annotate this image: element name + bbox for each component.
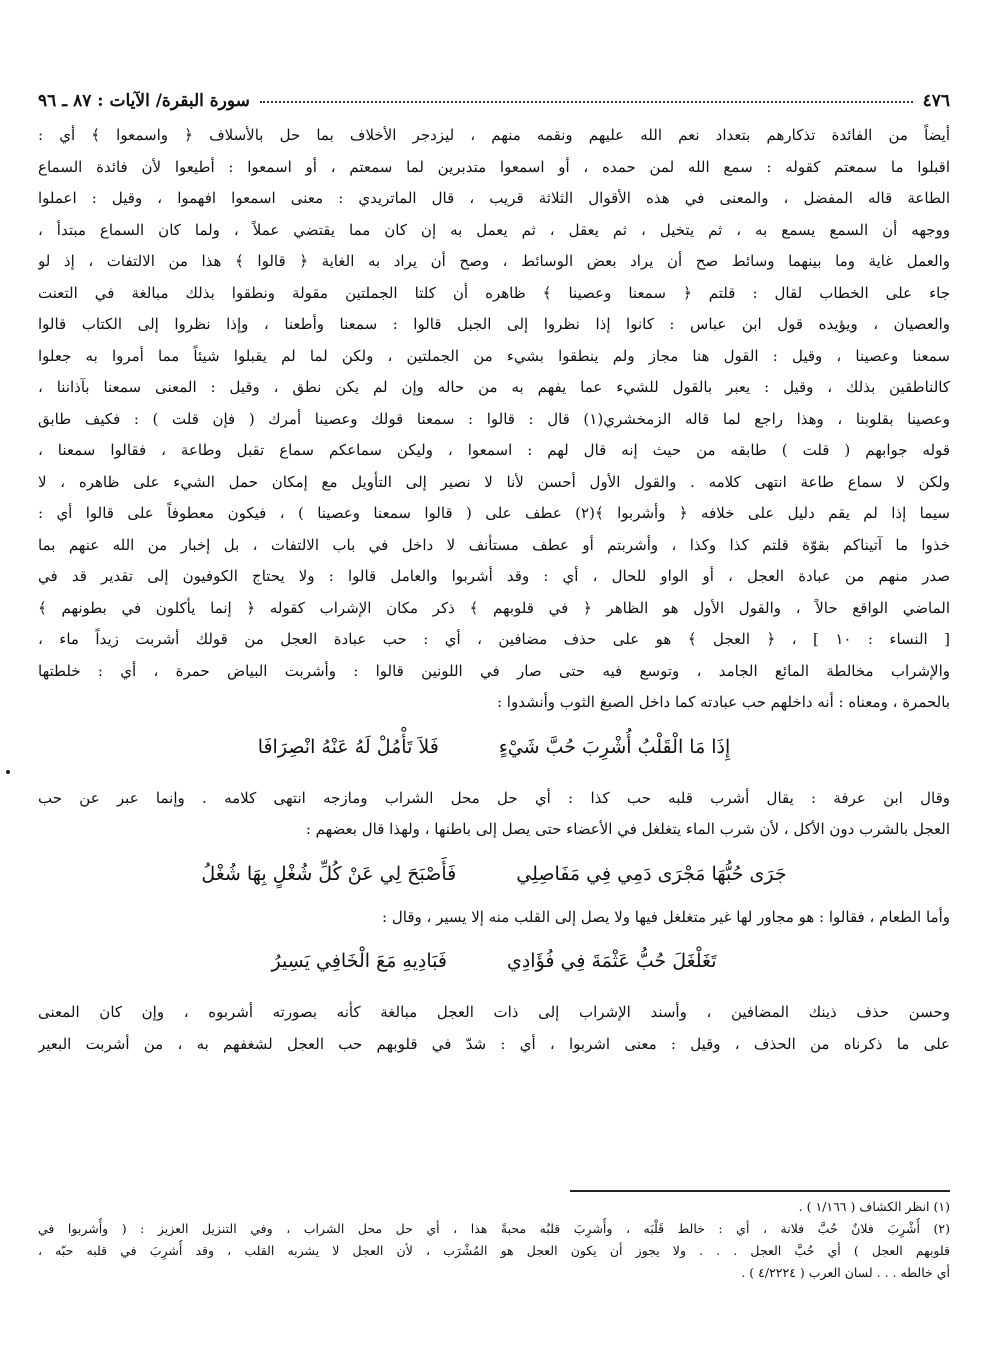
text-line: خذوا ما آتيناكم بقوّة قلتم كذا وكذا ، وأشربتم أو عطف مستأنف لا داخل في باب الالتفات ، بل إخبار من الله عنهم بما: [38, 535, 950, 554]
text-line: بالحمرة ، ومعناه : أنه داخلهم حب عبادته كما داخل الصبغ الثوب وأنشدوا :: [496, 693, 950, 711]
verse-hemistich: جَرَى حُبُّهَا مَجْرَى دَمِي فِي مَفَاصِلِي: [516, 862, 787, 885]
verse-hemistich: فَلاَ تَأْمُلْ لَهُ عَنْهُ انْصِرَافَا: [257, 735, 439, 758]
verse-hemistich: فَبَادِيهِ مَعَ الْخَافِي يَسِيرُ: [271, 950, 447, 972]
text-line: العجل بالشرب دون الأكل ، لأن شرب الماء يتغلغل في الأعضاء حتى يصل إلى باطنها ، ولهذا قال بعضهم :: [305, 820, 950, 838]
text-line: كالناطقين بذلك ، وقيل : يعبر بالقول للشيء عما يفهم به من حاله وإن لم يكن نطق ، وقيل : المعنى سمعنا بآذاننا ،: [38, 378, 950, 396]
poetry-verse-2: [38, 846, 950, 902]
running-header: [38, 88, 950, 114]
text-line: والعمل غاية وما بينهما وسائط صح أن يراد بعض الوسائط ، وصح أن يراد به الغاية ﴿ قالوا ﴾ هذا من الالتفات ، إذ لو: [38, 252, 950, 270]
margin-speck: [6, 770, 10, 774]
verse-hemistich: تَغَلْغَلَ حُبُّ عَثْمَةَ فِي فُؤَادِي: [506, 950, 717, 972]
surah-reference: سورة البقرة/ الآيات : ٨٧ ـ ٩٦: [38, 91, 250, 111]
verse-hemistich: فَأَصْبَحَ لِي عَنْ كُلِّ شُغْلٍ بِهَا شُغْلُ: [201, 862, 457, 885]
footnote-line: قلوبهم العجل ) أي حُبَّ العجل . . . ولا يجوز أن يكون العجل هو المُشْرَب ، لأن العجل لا يشربه القلب ، وقد أُشرِبَ في قلبه حبّه ،: [38, 1243, 950, 1258]
text-line: أيضاً من الفائدة تذكارهم بتعداد نعم الله عليهم ونقمه منهم ، ليزدجر الأخلاف بما حل بالأسلاف ﴿ واسمعوا ﴾ أي :: [38, 126, 950, 144]
text-line: سمعنا وعصينا ، وقيل : القول هنا مجاز ولم ينطقوا بشيء من الجملتين ، ولكن لما لم يقبلوا شيئاً مما أمروا به جعلوا: [38, 346, 950, 365]
footnotes: [38, 1196, 950, 1284]
text-line: صدر منهم من عبادة العجل ، أو الواو للحال ، أي : وقد أشربوا والعامل قالوا : ولا يحتاج الكوفيون إلى تقدير قد في: [38, 567, 950, 585]
text-line: وحسن حذف ذينك المضافين ، وأسند الإشراب إلى ذات العجل مبالغة كأنه بصورته أشربوه ، وإن كان المعنى: [38, 1003, 950, 1021]
text-line: الطاعة قاله المفضل ، والمعنى في هذه الأقوال الثلاثة قريب ، قال الماتريدي : معنى اسمعوا افهموا ، وقيل : اعملوا: [38, 189, 950, 207]
book-page: [38, 78, 950, 1338]
text-line: وعصينا بقلوبنا ، وهذا راجع لما قاله الزمخشري(١) قال : قالوا : سمعنا قولك وعصينا أمرك ( فإن قلت ) : فكيف طابق: [38, 409, 950, 428]
text-line: على ما ذكرناه من الحذف ، وقيل : معنى اشربوا ، أي : شدّ في قلوبهم حب العجل لشغفهم به ، من أشربت البعير: [38, 1034, 950, 1053]
poetry-verse-3: [38, 933, 950, 989]
text-line: وأما الطعام ، فقالوا : هو مجاور لها غير متغلغل فيها ولا يصل إلى القلب منه إلا يسير ، وقال :: [382, 907, 950, 926]
text-line: [ النساء : ١٠ ] ، ﴿ العجل ﴾ هو على حذف مضافين ، أي : حب عبادة العجل من قولك أشربت زيداً ماء ،: [38, 630, 950, 648]
text-line: وقال ابن عرفة : يقال أشرب قلبه حب كذا : أي حل محل الشراب ومازجه انتهى كلامه . وإنما عبر عن حب: [38, 788, 950, 807]
verse-hemistich: إِذَا مَا الْقَلْبُ أُشْرِبَ حُبَّ شَيْءٍ: [498, 735, 731, 758]
page-number: ٤٧٦: [922, 91, 950, 111]
main-text: [38, 120, 950, 1060]
text-line: سيما إذا لم يقم دليل على خلافه ﴿ وأشربوا ﴾(٢) عطف على ( قالوا سمعنا وعصينا ) ، فيكون معطوفاً على قالوا أي :: [38, 504, 950, 522]
footnote-separator: [570, 1190, 950, 1192]
text-line: والعصيان ، ويؤيده قول ابن عباس : كانوا إذا نظروا إلى الجبل قالوا : سمعنا وأطعنا ، وإذا نظروا إلى الكتاب قالوا: [38, 315, 950, 333]
text-line: والإشراب مخالطة المائع الجامد ، وتوسع فيه حتى صار في اللونين قالوا : وأشربت البياض حمرة ، أي : خلطتها: [38, 661, 950, 680]
text-line: ووجهه أن السمع يسمع به ، ثم يتخيل ، ثم يعقل ، ثم يعمل به إن كان مما يقتضي عملاً ، ولما كان السماع مبتدأ ،: [38, 220, 950, 239]
text-line: الماضي الواقع حالاً ، والقول الأول هو الظاهر ﴿ في قلوبهم ﴾ ذكر مكان الإشراب كقوله ﴿ إنما يأكلون في بطونهم ﴾: [38, 598, 950, 617]
poetry-verse-1: [38, 719, 950, 775]
text-line: ولكن لا سماع طاعة انتهى كلامه . والقول الأول أحسن لأنا لا نصير إلى التأويل مع إمكان حمل الشيء على ظاهره ، لا: [38, 472, 950, 491]
text-line: جاء على الخطاب لقال : قلتم ﴿ سمعنا وعصينا ﴾ ظاهره أن كلتا الجملتين مقولة ونطقوا بذلك مبالغة في التعنت: [38, 283, 950, 302]
header-dot-leader: [260, 99, 913, 103]
footnote-line: (٢) أُشْرِبَ فلانٌ حُبَّ فلانة ، أي : خالط قَلْبَه ، وأُشرِبَ قلبُه محبةً هذا ، أي حل محل الشراب ، وفي التنزيل العزيز : ( وأُشربوا في: [38, 1221, 950, 1236]
text-line: اقبلوا ما سمعتم كقوله : سمع الله لمن حمده ، أو اسمعوا متدبرين لما سمعتم ، أو اسمعوا : أطيعوا لأن فائدة السماع: [38, 157, 950, 176]
footnote-line: أي خالطه . . . لسان العرب ( ٤/٢٢٢٤ ) .: [741, 1265, 950, 1280]
text-line: قوله جوابهم ( قلت ) طابقه من حيث إنه قال لهم : اسمعوا ، وليكن سماعكم سماع تقبل وطاعة ، فقالوا سمعنا ،: [38, 441, 950, 459]
footnote-line: (١) انظر الكشاف ( ١/١٦٦ ) .: [798, 1199, 950, 1214]
